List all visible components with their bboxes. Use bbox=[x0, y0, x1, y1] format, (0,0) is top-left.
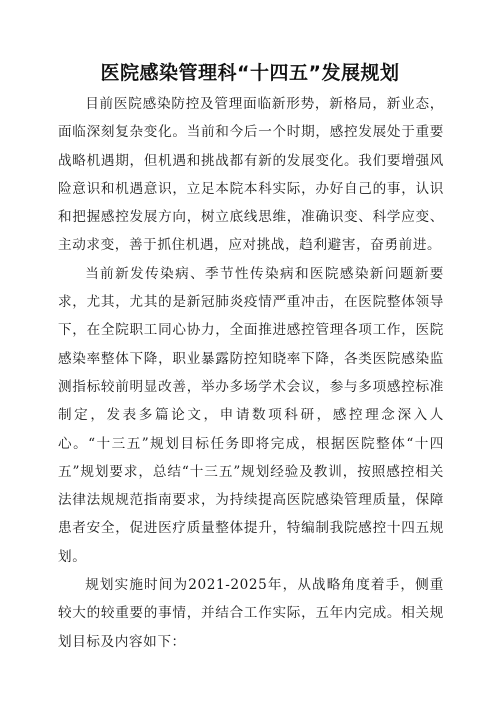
document-body bbox=[58, 90, 444, 656]
document-title: 医院感染管理科“十四五”发展规划 bbox=[100, 62, 400, 84]
paragraph-timeline: 规划实施时间为2021-2025年，从战略角度着手，侧重较大的较重要的事情，并结合工作实际，五年内完成。相关规划目标及内容如下： bbox=[58, 577, 444, 650]
paragraph-situation: 目前医院感染防控及管理面临新形势，新格局，新业态，面临深刻复杂变化。当前和今后一个时期，感控发展处于重要战略机遇期，但机遇和挑战都有新的发展变化。我们要增强风险意识和机遇意识，立足本院本科实际，办好自己的事，认识和把握感控发展方向，树立底线思维，准确识变、科学应变、主动求变，善于抓住机遇，应对挑战，趋利避害，奋勇前进。 bbox=[58, 96, 444, 254]
paragraph-background: 当前新发传染病、季节性传染病和医院感染新问题新要求，尤其，尤其的是新冠肺炎疫情严重冲击，在医院整体领导下，在全院职工同心协力，全面推进感控管理各项工作，医院感染率整体下降，职业暴露防控知晓率下降，各类医院感染监测指标较前明显改善，举办多场学术会议，参与多项感控标准制定，发表多篇论文，申请数项科研，感控理念深入人心。“十三五”规划目标任务即将完成，根据医院整体“十四五”规划要求，总结“十三五”规划经验及教训，按照感控相关法律法规规范指南要求，为持续提高医院感染管理质量，保障患者安全，促进医疗质量整体提升，特编制我院感控十四五规划。 bbox=[58, 265, 444, 565]
